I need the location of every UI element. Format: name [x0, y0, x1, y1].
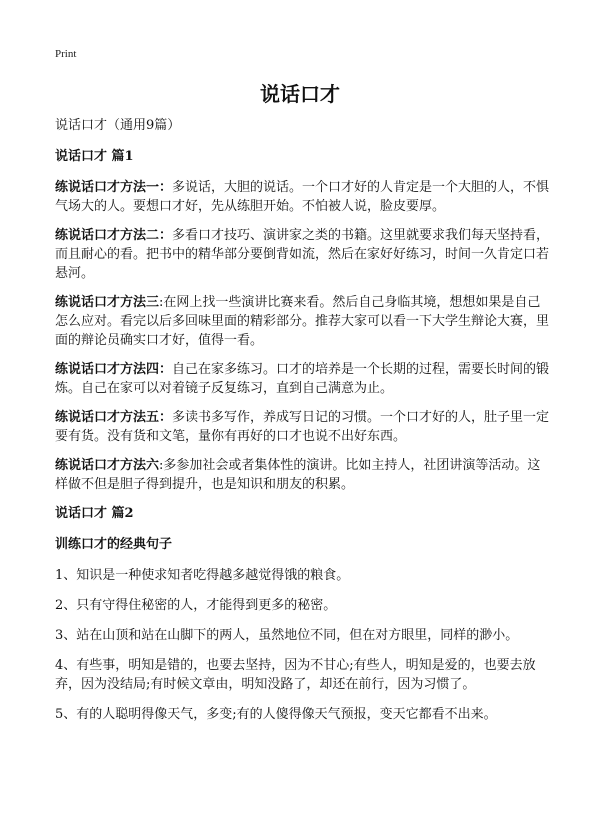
quotes-heading: 训练口才的经典句子 [55, 537, 173, 552]
article-body [55, 116, 550, 735]
method-label: 练说话口才方法二： [55, 228, 173, 243]
method-paragraph [55, 408, 550, 446]
method-label: 练说话口才方法六 [55, 458, 160, 473]
print-link[interactable]: Print [55, 48, 77, 60]
method-text: 自己在家多练习。口才的培养是一个长期的过程，需要长时间的锻炼。自己在家可以对着镜子反复练习，直到自己满意为止。 [55, 362, 550, 396]
quote-item: 5、有的人聪明得像天气，多变;有的人傻得像天气预报，变天它都看不出来。 [55, 707, 497, 722]
method-paragraph [55, 456, 550, 494]
method-text: :多参加社会或者集体性的演讲。比如主持人，社团讲演等活动。这样做不但是胆子得到提升，也是知识和朋友的积累。 [55, 458, 541, 492]
section-heading-2: 说话口才 篇2 [55, 506, 134, 521]
section-heading-1: 说话口才 篇1 [55, 149, 134, 164]
method-paragraph [55, 226, 550, 283]
method-paragraph [55, 178, 550, 216]
method-text: 多说话，大胆的说话。一个口才好的人肯定是一个大胆的人，不惧气场大的人。要想口才好，先从练胆开始。不怕被人说，脸皮要厚。 [55, 180, 550, 214]
method-label: 练说话口才方法五： [55, 410, 173, 425]
quote-item: 3、站在山顶和站在山脚下的两人，虽然地位不同，但在对方眼里，同样的渺小。 [55, 628, 519, 643]
article-subtitle: 说话口才（通用9篇） [55, 118, 181, 133]
page-title: 说话口才 [260, 82, 340, 106]
method-text: :在网上找一些演讲比赛来看。然后自己身临其境，想想如果是自己怎么应对。看完以后多回味里面的精彩部分。推荐大家可以看一下大学生辩论大赛，里面的辩论员确实口才好，值得一看。 [55, 295, 550, 348]
quote-item: 4、有些事，明知是错的，也要去坚持，因为不甘心;有些人，明知是爱的，也要去放弃，因为没结局;有时候文章由，明知没路了，却还在前行，因为习惯了。 [55, 658, 536, 692]
method-paragraph [55, 293, 550, 350]
quote-item: 1、知识是一种使求知者吃得越多越觉得饿的粮食。 [55, 568, 350, 583]
method-text: 多看口才技巧、演讲家之类的书籍。这里就要求我们每天坚持看，而且耐心的看。把书中的精华部分要倒背如流，然后在家好好练习，时间一久肯定口若悬河。 [55, 228, 550, 281]
method-paragraph [55, 360, 550, 398]
method-label: 练说话口才方法四： [55, 362, 173, 377]
quote-item: 2、只有守得住秘密的人，才能得到更多的秘密。 [55, 598, 337, 613]
method-text: 多读书多写作，养成写日记的习惯。一个口才好的人，肚子里一定要有货。没有货和文笔，量你有再好的口才也说不出好东西。 [55, 410, 550, 444]
method-label: 练说话口才方法一： [55, 180, 173, 195]
method-label: 练说话口才方法三 [55, 295, 160, 310]
